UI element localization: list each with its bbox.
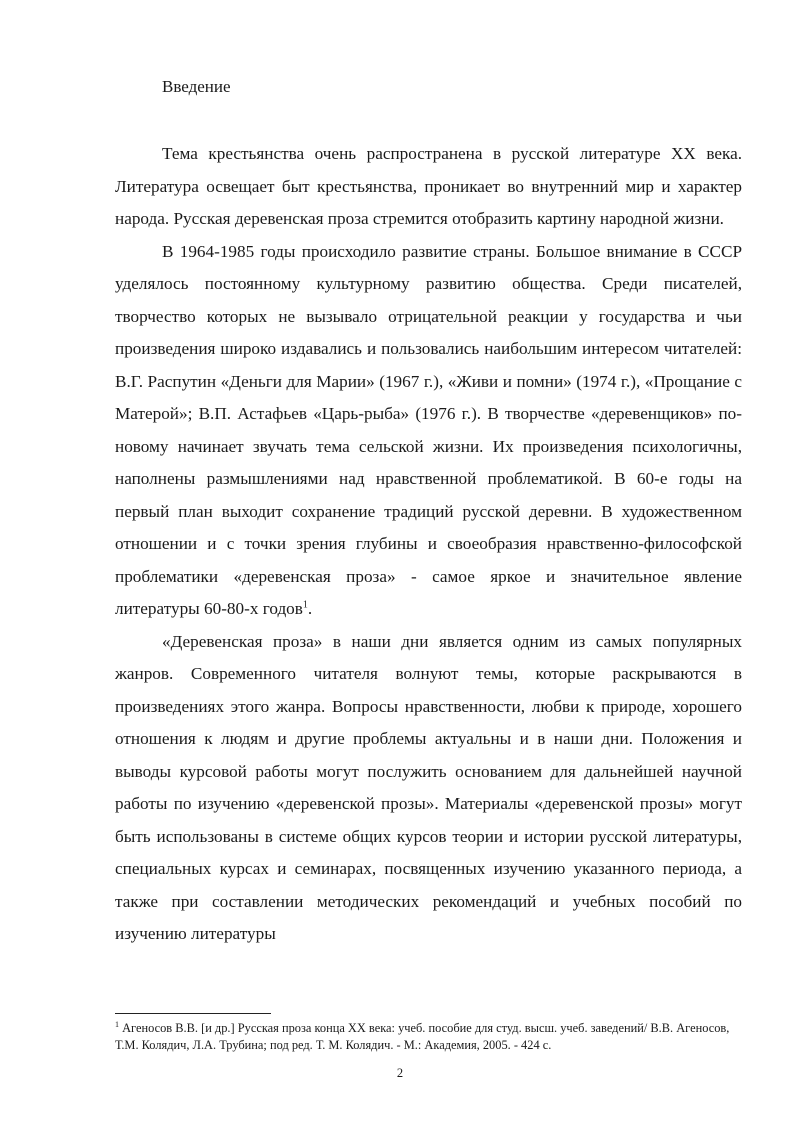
footnote-divider <box>115 1013 271 1014</box>
paragraph-1: Тема крестьянства очень распространена в русской литературе XX века. Литература освещает быт крестьянства, проникает во внутренний мир и характер народа. Русская деревенская проза стремится отобразить картину народной жизни. <box>115 144 742 228</box>
section-heading: Введение <box>162 77 231 96</box>
footnote-marker: 1 <box>115 1019 119 1029</box>
body-text <box>115 138 742 951</box>
paragraph-2-end: . <box>307 599 313 618</box>
footnote-text: Агеносов В.В. [и др.] Русская проза конца XX века: учеб. пособие для студ. высш. учеб. заведений/ В.В. Агеносов, Т.М. Колядич, Л.А. Трубина; под ред. Т. М. Колядич. - М.: Академия, 2005. - 424 с. <box>115 1021 730 1052</box>
page-number: 2 <box>396 1066 404 1080</box>
paragraph-2-text: В 1964-1985 годы происходило развитие страны. Большое внимание в СССР уделялось постоянному культурному развитию общества. Среди писателей, творчество которых не вызывало отрицательной реакции у государства и чьи произведения широко издавались и пользовались наибольшим интересом читателей: В.Г. Распутин «Деньги для Марии» (1967 г.), «Живи и помни» (1974 г.), «Прощание с Матерой»; В.П. Астафьев «Царь-рыба» (1976 г.). В творчестве «деревенщиков» по-новому начинает звучать тема сельской жизни. Их произведения психологичны, наполнены размышлениями над нравственной проблематикой. В 60-е годы на первый план выходит сохранение традиций русской деревни. В художественном отношении и с точки зрения глубины и своеобразия нравственно-философской проблематики «деревенская проза» - самое яркое и значительное явление литературы 60-80-х годов <box>115 241 742 618</box>
footnote-reference[interactable]: 1 <box>302 599 308 611</box>
footnote <box>115 1020 742 1054</box>
paragraph-2 <box>115 236 742 626</box>
paragraph-3: «Деревенская проза» в наши дни является одним из самых популярных жанров. Современного читателя волнуют темы, которые раскрываются в произведениях этого жанра. Вопросы нравственности, любви к природе, хорошего отношения к людям и другие проблемы актуальны и в наши дни. Положения и выводы курсовой работы могут послужить основанием для дальнейшей научной работы по изучению «деревенской прозы». Материалы «деревенской прозы» могут быть использованы в системе общих курсов теории и истории русской литературы, специальных курсах и семинарах, посвященных изучению указанного периода, а также при составлении методических рекомендаций и учебных пособий по изучению литературы <box>115 631 742 943</box>
